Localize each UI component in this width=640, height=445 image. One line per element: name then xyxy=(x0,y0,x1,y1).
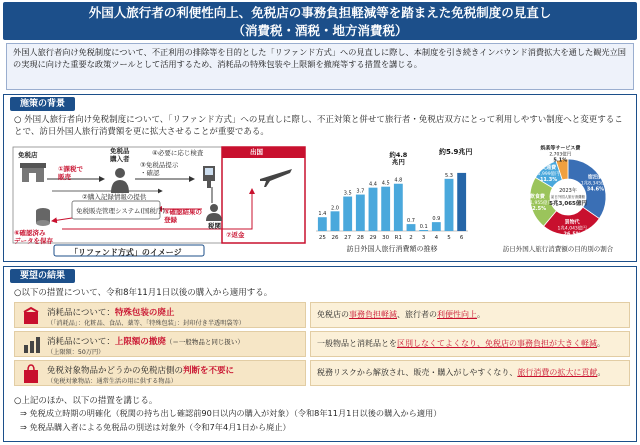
bar-28 xyxy=(356,195,365,231)
flow-caption: 「リファンド方式」のイメージ xyxy=(70,248,182,257)
row2-sub: （上限額：50万円） xyxy=(47,349,105,356)
pie-slice-pct: 34.6% xyxy=(586,186,605,193)
database-icon xyxy=(34,207,52,227)
pie-chart-svg xyxy=(480,145,636,257)
bar-value-label: 0.9 xyxy=(432,216,441,223)
bar-value-label: 5.3 xyxy=(445,172,453,179)
bar-value-label: 3.5 xyxy=(343,190,352,197)
pie-slice-amount: 2,703億円 xyxy=(549,152,572,158)
results-tab: 要望の結果 xyxy=(10,269,75,283)
bar-25 xyxy=(318,217,327,231)
bar-value-label: 3.7 xyxy=(356,188,365,195)
step2-label: ②購入記録情報の提供 xyxy=(82,193,147,201)
bar-tick-label: 27 xyxy=(344,235,352,241)
pie-slice-name: 買物代 xyxy=(564,219,580,226)
background-tab: 施策の背景 xyxy=(10,97,75,111)
pie-slice-pct: 5.1% xyxy=(553,157,568,164)
bar-5 xyxy=(445,179,454,231)
bar-4 xyxy=(432,222,441,231)
bar-30 xyxy=(381,187,390,231)
system-label: 免税販売管理システム(国税庁) xyxy=(76,207,165,215)
row1-sub: （「消耗品」：化粧品、食品、薬等、「特殊包装」：封印付き半透明袋等） xyxy=(47,320,245,327)
page-title: 外国人旅行者の利便性向上、免税店の事務負担軽減等を踏まえた免税制度の見直し xyxy=(88,5,552,20)
other-measure-1: ⇒ 免税成立時期の明確化（税関の持ち出し確認前90日以内の購入が対象）（令和8年11月1日以後の購入から適用） xyxy=(20,408,442,418)
results-section xyxy=(3,266,637,442)
pie-slice-amount: 1兆4,043億円 xyxy=(557,226,587,232)
bar-value-label: 4.4 xyxy=(369,181,377,188)
traveler-label: 免税品 購入者 xyxy=(110,147,130,163)
bar-annotation-latest: 約5.9兆円 xyxy=(438,148,473,156)
bar-2 xyxy=(407,224,416,231)
pie-center-year: 2023年 xyxy=(559,188,577,194)
customs-label: 税関 xyxy=(208,222,221,230)
title-banner xyxy=(3,2,637,40)
other-measures-head: ○上記のほか、以下の措置を講じる。 xyxy=(14,396,158,406)
pie-center-desc: 訪日外国人旅行消費額 xyxy=(551,195,585,199)
other-measure-2: ⇒ 免税品購入者による免税品の別送は対象外（令和7年4月1日から廃止） xyxy=(20,422,291,432)
shopping-bag-icon xyxy=(21,364,41,384)
bar-annotation-r1: 約4.8 xyxy=(389,151,408,159)
bar-tick-label: R1 xyxy=(394,235,402,241)
row2-main-b: 上限額の撤廃 xyxy=(114,337,166,347)
kiosk-icon xyxy=(200,165,218,189)
package-icon xyxy=(21,306,41,326)
pie-slice-name: 娯楽等サービス費 xyxy=(540,145,581,152)
bar-3 xyxy=(419,230,428,231)
bar-26 xyxy=(331,211,340,231)
traveler-icon xyxy=(108,167,132,193)
measure-row-judgment xyxy=(14,360,630,386)
bar-tick-label: 25 xyxy=(318,235,326,241)
pie-slice-pct: 22.5% xyxy=(528,206,547,213)
pie-slice-amount: 1兆8,345億円 xyxy=(580,181,611,187)
refund-flow-diagram xyxy=(12,145,307,257)
step6-label: ⑥確認済み データを保存 xyxy=(14,229,53,245)
pie-center-total: 5兆3,065億円 xyxy=(549,201,587,207)
results-head: ○以下の措置について、令和8年11月1日以後の購入から適用する。 xyxy=(14,288,273,298)
bar-tick-label: 2 xyxy=(409,235,413,241)
background-section xyxy=(3,94,637,262)
bar-value-label: 1.4 xyxy=(318,211,327,218)
row2-main-a: 消耗品について： xyxy=(47,337,115,347)
bar-tick-label: 26 xyxy=(331,235,339,241)
bar-value-label: 4.5 xyxy=(381,180,390,187)
row1-effect: 免税店の事務負担軽減、旅行者の利便性向上。 xyxy=(310,302,630,328)
step5-label: ⑤確認結果の 登録 xyxy=(164,208,203,224)
store-icon xyxy=(18,161,48,183)
intro-box: 外国人旅行者向け免税制度について、不正利用の排除等を目的とした「リファンド方式」への見直しに際し、本制度を引き続きインバウンド消費拡大を通した観光立国の実現に向けた重要な政策ツールとして活用するため、消耗品の特殊包装や上限額を撤廃等する措置を講じる。 xyxy=(6,43,634,90)
pie-slice-pct: 11.3% xyxy=(539,176,558,183)
purpose-pie-chart xyxy=(480,145,636,257)
bar-value-label: 0.7 xyxy=(407,218,415,225)
measure-row-packaging xyxy=(14,302,630,328)
bar-tick-label: 3 xyxy=(421,235,426,241)
row1-main-a: 消耗品について： xyxy=(47,308,115,318)
row3-sub: （免税対象物品：通常生活の用に供する物品） xyxy=(47,378,177,385)
store-label: 免税店 xyxy=(18,151,38,159)
page-subtitle: （消費税・酒税・地方消費税） xyxy=(232,23,408,38)
pie-slice-name: 交通費 xyxy=(541,164,557,171)
row1-main-b: 特殊包装の廃止 xyxy=(114,308,175,318)
bar-value-label: 4.8 xyxy=(394,177,403,184)
airplane-icon xyxy=(258,165,294,187)
departure-label: 出国 xyxy=(250,148,263,156)
bar-tick-label: 6 xyxy=(459,235,464,241)
departure-header xyxy=(222,147,305,158)
row3-main-a: 免税対象物品かどうかの免税店側の xyxy=(47,366,184,376)
step3-label: ③免税品提示 ・確認 xyxy=(140,161,179,177)
bar-27 xyxy=(343,197,352,231)
bar-value-label: 0.1 xyxy=(419,224,428,231)
bar-tick-label: 4 xyxy=(434,235,439,241)
pie-chart-title: 訪日外国人旅行消費額の目的別の割合 xyxy=(502,245,614,253)
bar-tick-label: 30 xyxy=(382,235,390,241)
step4-label: ④必要に応じ検査 xyxy=(152,149,204,157)
row2-effect: 一般物品と消耗品とを区別しなくてよくなり、免税店の事務負担が大きく軽減。 xyxy=(310,331,630,357)
pie-slice-name: 宿泊費 xyxy=(587,174,603,181)
background-text: ○ 外国人旅行者向け免税制度について、「リファンド方式」への見直しに際し、不正対策と併せて旅行者・免税店双方にとって利用しやすい制度へと変更することで、訪日外国人旅行消費額を更に拡大させることが重要である。 xyxy=(14,115,623,137)
pie-slice-name: 飲食費 xyxy=(529,194,545,201)
bar-29 xyxy=(369,188,378,231)
pie-slice-amount: 5,999億円 xyxy=(537,171,560,177)
step1-label: ①課税で 販売 xyxy=(58,165,84,181)
pie-slice-amount: 1兆1,955億円 xyxy=(522,201,553,207)
bar-R1 xyxy=(394,184,403,231)
row3-main-b: 判断を不要に xyxy=(183,366,235,376)
bar-value-label: 2.0 xyxy=(331,205,339,212)
measure-row-limit xyxy=(14,331,630,357)
row3-effect: 税務リスクから解放され、販売・購入がしやすくなり、旅行消費の拡大に貢献。 xyxy=(310,360,630,386)
bar-graph-icon xyxy=(21,335,41,355)
step7-label: ⑦返金 xyxy=(226,231,245,239)
bar-annotation-r1-unit: 兆円 xyxy=(391,158,405,166)
customs-officer-icon xyxy=(204,203,224,221)
bar-tick-label: 5 xyxy=(447,235,451,241)
bar-chart-svg xyxy=(308,145,476,257)
bar-tick-label: 29 xyxy=(369,235,377,241)
bar-chart-title: 訪日外国人旅行消費額の推移 xyxy=(346,245,438,253)
bar-tick-label: 28 xyxy=(356,235,364,241)
row2-main-c: （＝一般物品と同じ扱い） xyxy=(165,338,244,346)
pie-slice-pct: 26.5% xyxy=(563,231,581,238)
bar-6 xyxy=(457,173,466,231)
spending-bar-chart xyxy=(308,145,476,257)
